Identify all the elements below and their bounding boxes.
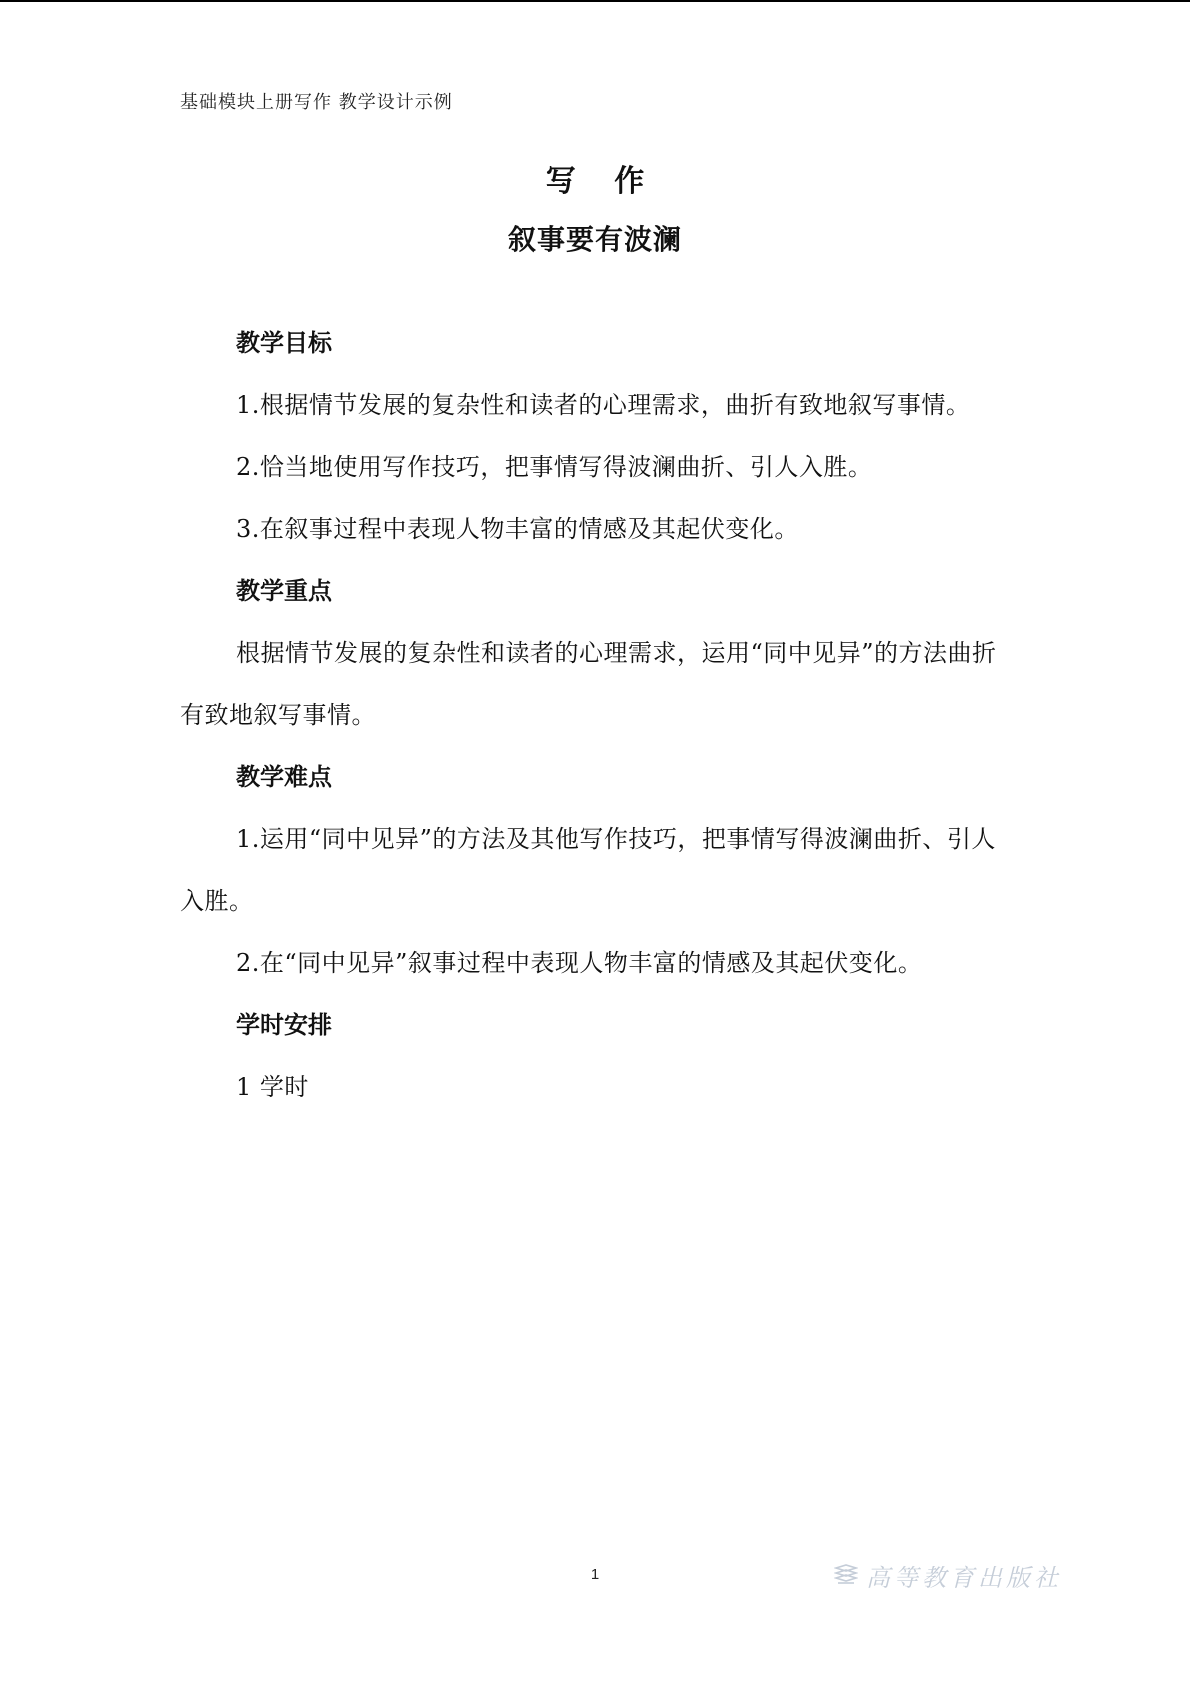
section-class-hours — [180, 994, 1010, 1118]
page-number: 1 — [590, 1566, 600, 1583]
difficulty-item: 2.在“同中见异”叙事过程中表现人物丰富的情感及其起伏变化。 — [236, 949, 923, 977]
section-teaching-objectives — [180, 312, 1010, 560]
running-header: 基础模块上册写作 教学设计示例 — [180, 92, 453, 113]
section-heading: 教学重点 — [236, 577, 332, 605]
focus-paragraph: 根据情节发展的复杂性和读者的心理需求，运用“同中见异”的方法曲折有致地叙写事情。 — [180, 639, 997, 729]
class-hours-text: 1 学时 — [236, 1073, 309, 1101]
section-heading: 教学目标 — [236, 329, 332, 357]
document-title: 写 作 — [545, 164, 659, 199]
objective-item: 3.在叙事过程中表现人物丰富的情感及其起伏变化。 — [236, 515, 799, 543]
difficulty-item: 1.运用“同中见异”的方法及其他写作技巧，把事情写得波澜曲折、引人入胜。 — [180, 825, 996, 915]
section-teaching-difficulties — [180, 746, 1010, 994]
publisher-name: 高等教育出版社 — [866, 1563, 1062, 1592]
objective-item: 1.根据情节发展的复杂性和读者的心理需求，曲折有致地叙写事情。 — [236, 391, 971, 419]
top-rule — [0, 0, 1190, 2]
document-body — [180, 312, 1010, 1118]
document-subtitle: 叙事要有波澜 — [507, 223, 682, 256]
publisher-mark — [834, 1560, 1062, 1590]
objective-item: 2.恰当地使用写作技巧，把事情写得波澜曲折、引人入胜。 — [236, 453, 873, 481]
section-teaching-focus — [180, 560, 1010, 746]
publisher-logo-icon — [834, 1564, 858, 1586]
section-heading: 学时安排 — [236, 1011, 332, 1039]
section-heading: 教学难点 — [236, 763, 332, 791]
